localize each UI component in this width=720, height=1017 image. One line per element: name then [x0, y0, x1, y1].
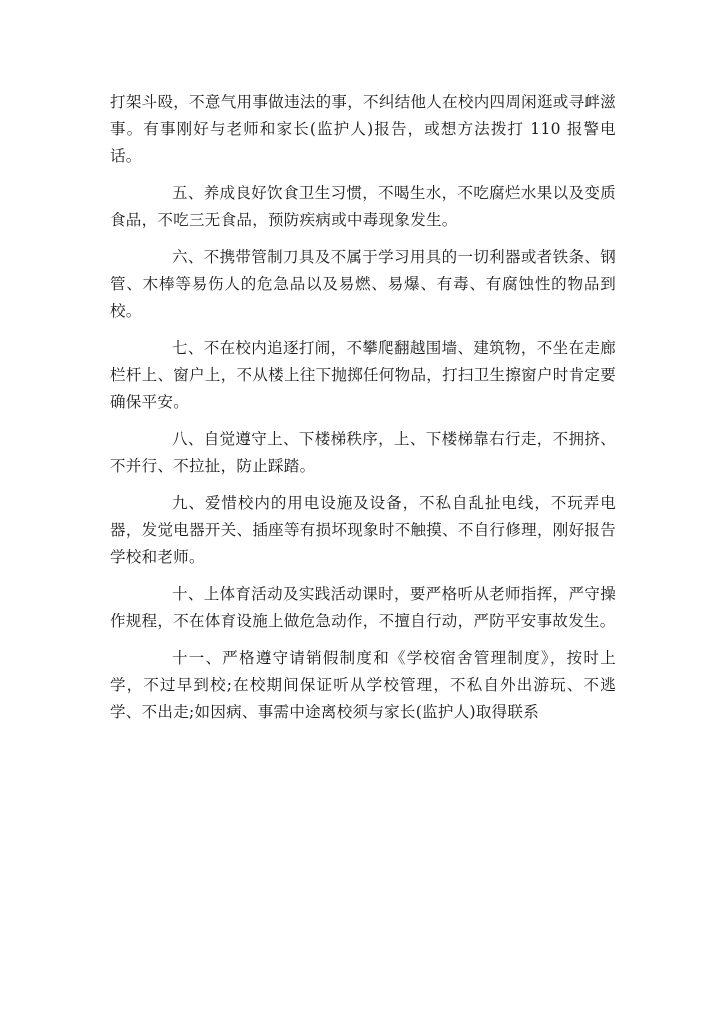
- paragraph-continuation: 打架斗殴，不意气用事做违法的事，不纠结他人在校内四周闲逛或寻衅滋事。有事刚好与老师和家长(监护人)报告，或想方法拨打 110 报警电话。: [110, 93, 616, 165]
- paragraph-rule-7: 七、不在校内追逐打闹，不攀爬翻越围墙、建筑物，不坐在走廊栏杆上、窗户上，不从楼上往下抛掷任何物品，打扫卫生擦窗户时肯定要确保平安。: [110, 339, 616, 411]
- paragraph-rule-9: 九、爱惜校内的用电设施及设备，不私自乱扯电线，不玩弄电器，发觉电器开关、插座等有损坏现象时不触摸、不自行修理，刚好报告学校和老师。: [110, 494, 616, 566]
- paragraph-rule-10: 十、上体育活动及实践活动课时，要严格听从老师指挥，严守操作规程，不在体育设施上做危急动作，不擅自行动，严防平安事故发生。: [110, 585, 616, 630]
- paragraph-rule-6: 六、不携带管制刀具及不属于学习用具的一切利器或者铁条、钢管、木棒等易伤人的危急品以及易燃、易爆、有毒、有腐蚀性的物品到校。: [110, 248, 616, 320]
- paragraph-rule-8: 八、自觉遵守上、下楼梯秩序，上、下楼梯靠右行走，不拥挤、不并行、不拉扯，防止踩踏。: [110, 430, 616, 475]
- document-body: [110, 89, 616, 726]
- paragraph-rule-5: 五、养成良好饮食卫生习惯，不喝生水，不吃腐烂水果以及变质食品，不吃三无食品，预防疾病或中毒现象发生。: [110, 184, 616, 229]
- paragraph-rule-11: 十一、严格遵守请销假制度和《学校宿舍管理制度》，按时上学，不过早到校;在校期间保证听从学校管理，不私自外出游玩、不逃学、不出走;如因病、事需中途离校须与家长(监护人)取得联系: [110, 649, 616, 721]
